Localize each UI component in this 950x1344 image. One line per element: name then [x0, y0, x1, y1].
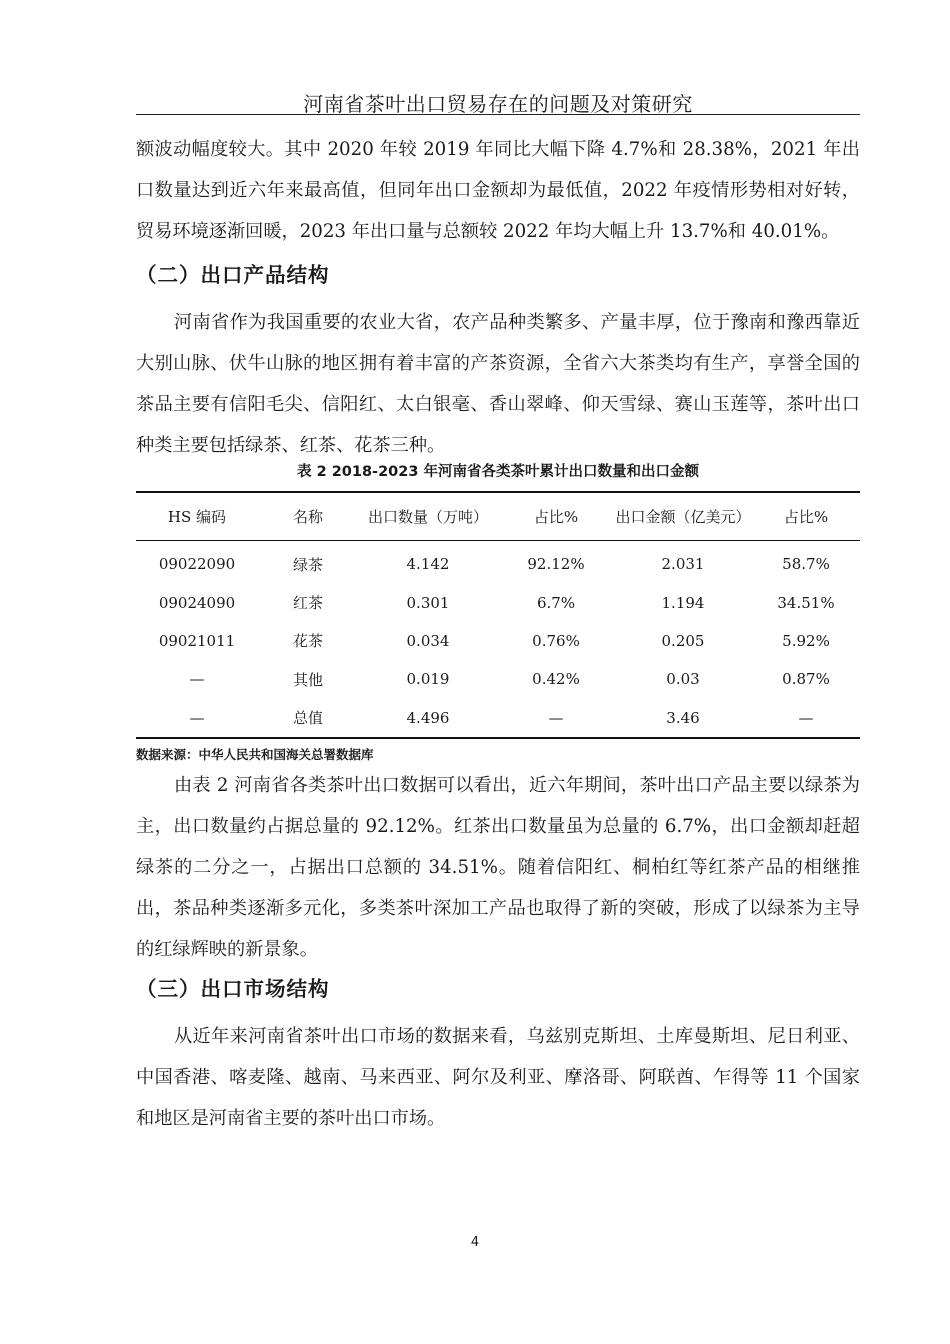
paragraph-product-structure: 河南省作为我国重要的农业大省，农产品种类繁多、产量丰厚，位于豫南和豫西靠近大别山脉、伏牛山脉的地区拥有着丰富的产茶资源，全省六大茶类均有生产，享誉全国的茶品主要有信阳毛尖、信阳红、太白银毫、香山翠峰、仰天雪绿、赛山玉莲等，茶叶出口种类主要包括绿茶、红茶、花茶三种。 — [136, 312, 860, 456]
cell-export-value: 0.03 — [666, 670, 700, 689]
cell-name: 花茶 — [292, 632, 323, 651]
cell-export-quantity: 0.034 — [406, 631, 450, 650]
section-heading-product-structure: （二）出口产品结构 — [136, 263, 330, 287]
cell-export-quantity: 4.496 — [406, 708, 450, 727]
cell-value-share: 58.7% — [782, 555, 830, 574]
table-row — [136, 583, 860, 621]
header-name: 名称 — [292, 508, 323, 526]
section-heading-market-structure: （三）出口市场结构 — [136, 977, 330, 1001]
header-hs-code: HS 编码 — [167, 508, 227, 526]
table-caption: 表 2 2018-2023 年河南省各类茶叶累计出口数量和出口金额 — [297, 464, 699, 480]
table-row-total — [136, 699, 860, 738]
cell-hs-code: 09021011 — [158, 631, 236, 650]
cell-value-share: 5.92% — [782, 631, 830, 650]
cell-quantity-share: 92.12% — [527, 555, 585, 574]
cell-hs-code: — — [189, 708, 205, 727]
table-row — [136, 622, 860, 660]
cell-quantity-share: 6.7% — [536, 593, 576, 612]
cell-export-quantity: 4.142 — [406, 555, 450, 574]
cell-export-value: 3.46 — [666, 708, 700, 727]
paragraph-analysis: 由表 2 河南省各类茶叶出口数据可以看出，近六年期间，茶叶出口产品主要以绿茶为主，出口数量约占据总量的 92.12%。红茶出口数量虽为总量的 6.7%，出口金额却赶超绿茶的二分之一，占据出口总额的 34.51%。随着信阳红、桐柏红等红茶产品的相继推出，茶品种类逐渐多元化，多类茶叶深加工产品也取得了新的突破，形成了以绿茶为主导的红绿辉映的新景象。 — [136, 775, 860, 960]
paragraph-market-structure: 从近年来河南省茶叶出口市场的数据来看，乌兹别克斯坦、土库曼斯坦、尼日利亚、中国香港、喀麦隆、越南、马来西亚、阿尔及利亚、摩洛哥、阿联酋、乍得等 11 个国家和地区是河南省主要的茶叶出口市场。 — [136, 1026, 860, 1129]
cell-quantity-share: 0.76% — [532, 631, 580, 650]
cell-value-share: 0.87% — [782, 670, 830, 689]
export-table — [136, 491, 860, 739]
cell-export-value: 1.194 — [661, 593, 705, 612]
header-value-share: 占比% — [783, 508, 829, 526]
cell-value-share: — — [798, 708, 814, 727]
cell-quantity-share: — — [548, 708, 564, 727]
table-row — [136, 541, 860, 584]
table-row — [136, 660, 860, 698]
cell-name: 绿茶 — [292, 555, 323, 574]
table-data-source: 数据来源：中华人民共和国海关总署数据库 — [136, 747, 374, 762]
header-export-value: 出口金额（亿美元） — [615, 508, 751, 526]
header-export-quantity: 出口数量（万吨） — [367, 508, 488, 526]
cell-value-share: 34.51% — [777, 593, 835, 612]
table-header-row — [136, 492, 860, 541]
cell-hs-code: 09022090 — [158, 555, 236, 574]
running-header: 河南省茶叶出口贸易存在的问题及对策研究 — [303, 92, 693, 116]
cell-hs-code: — — [189, 670, 205, 689]
header-divider — [136, 114, 860, 115]
cell-name: 总值 — [292, 709, 323, 728]
cell-export-quantity: 0.019 — [406, 670, 450, 689]
header-quantity-share: 占比% — [533, 508, 579, 526]
cell-name: 红茶 — [292, 594, 323, 613]
cell-hs-code: 09024090 — [158, 593, 236, 612]
cell-name: 其他 — [292, 670, 323, 689]
cell-export-value: 0.205 — [661, 631, 705, 650]
cell-export-quantity: 0.301 — [406, 593, 450, 612]
paragraph-top: 额波动幅度较大。其中 2020 年较 2019 年同比大幅下降 4.7%和 28.38%，2021 年出口数量达到近六年来最高值，但同年出口金额却为最低值，2022 年疫情形势相对好转，贸易环境逐渐回暖，2023 年出口量与总额较 2022 年均大幅上升 13.7%和 40.01%。 — [136, 139, 860, 242]
cell-quantity-share: 0.42% — [532, 670, 580, 689]
page-number: 4 — [470, 1235, 480, 1250]
cell-export-value: 2.031 — [661, 555, 705, 574]
